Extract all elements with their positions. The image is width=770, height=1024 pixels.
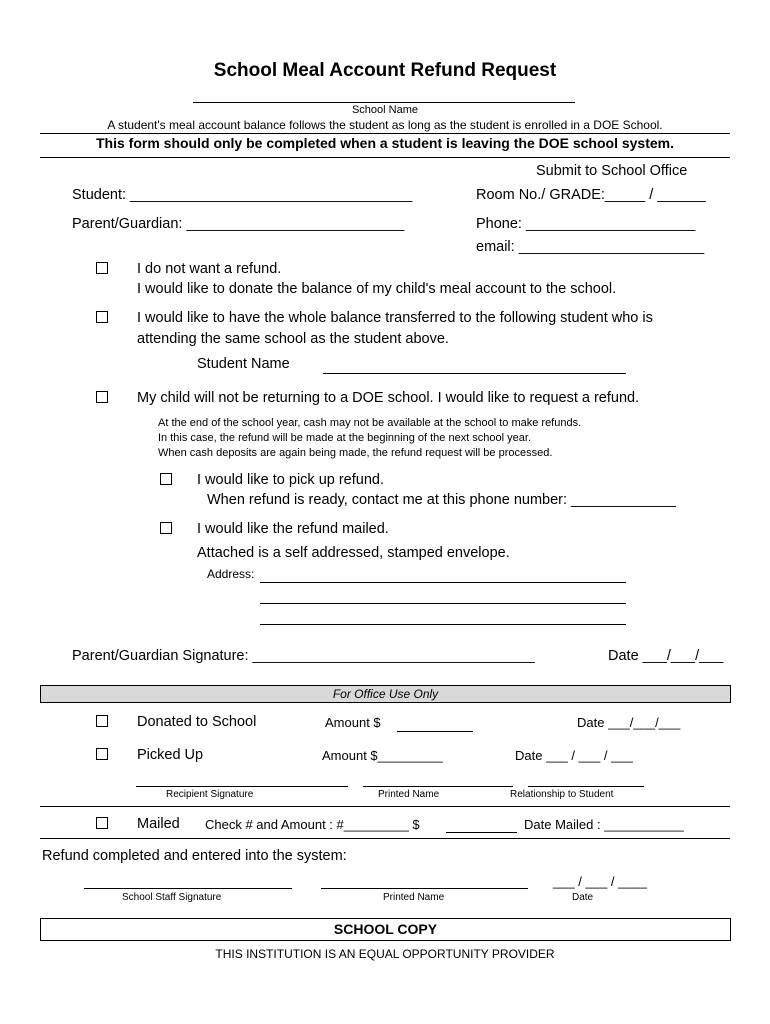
- staff-signature-label: School Staff Signature: [122, 892, 222, 903]
- recipient-signature-line[interactable]: [136, 786, 348, 787]
- signature-date-field[interactable]: Date ___/___/___: [608, 648, 724, 664]
- staff-printed-name-line[interactable]: [321, 888, 528, 889]
- picked-date-field[interactable]: Date ___ / ___ / ___: [515, 748, 633, 763]
- refund-note-line3: When cash deposits are again being made, the refund request will be processed.: [158, 447, 553, 459]
- staff-date-label: Date: [572, 892, 594, 903]
- mail-line2: Attached is a self addressed, stamped envelope.: [197, 545, 510, 561]
- printed-name-label: Printed Name: [378, 789, 440, 800]
- staff-printed-name-label: Printed Name: [383, 892, 445, 903]
- donated-amount-label: Amount $: [325, 715, 381, 730]
- refund-note-line2: In this case, the refund will be made at the beginning of the next school year.: [158, 432, 532, 444]
- refund-checkbox[interactable]: [96, 391, 108, 403]
- mail-checkbox[interactable]: [160, 522, 172, 534]
- room-grade-field[interactable]: Room No./ GRADE:_____ / ______: [476, 187, 706, 203]
- donated-label: Donated to School: [137, 714, 257, 730]
- office-use-header: [40, 685, 731, 703]
- equal-opportunity-text: THIS INSTITUTION IS AN EQUAL OPPORTUNITY PROVIDER: [215, 947, 555, 961]
- address-line-2[interactable]: [260, 603, 626, 604]
- school-copy-box: [40, 918, 731, 941]
- pickup-line2[interactable]: When refund is ready, contact me at this phone number: _____________: [207, 492, 676, 508]
- mailed-label: Mailed: [137, 816, 180, 832]
- school-copy-label: SCHOOL COPY: [333, 921, 438, 937]
- donate-checkbox[interactable]: [96, 262, 108, 274]
- option-donate-line1: I do not want a refund.: [137, 261, 282, 277]
- check-amount-label: Check # and Amount : #_________ $: [205, 817, 420, 832]
- recipient-signature-label: Recipient Signature: [166, 789, 254, 800]
- warning-text: This form should only be completed when a student is leaving the DOE school system.: [96, 135, 674, 151]
- parent-field[interactable]: Parent/Guardian: ___________________________: [72, 216, 405, 232]
- divider: [40, 133, 730, 134]
- parent-signature-field[interactable]: Parent/Guardian Signature: ___________________________________: [72, 648, 535, 664]
- relationship-line[interactable]: [528, 786, 644, 787]
- refund-completed-label: Refund completed and entered into the system:: [42, 848, 347, 864]
- email-field[interactable]: email: _______________________: [476, 239, 705, 255]
- staff-signature-line[interactable]: [84, 888, 292, 889]
- picked-up-label: Picked Up: [137, 747, 204, 763]
- address-line-1[interactable]: [260, 582, 626, 583]
- address-line-3[interactable]: [260, 624, 626, 625]
- phone-field[interactable]: Phone: _____________________: [476, 216, 696, 232]
- submit-label: Submit to School Office: [536, 163, 688, 179]
- mail-line1: I would like the refund mailed.: [197, 521, 389, 537]
- pickup-line1: I would like to pick up refund.: [197, 472, 384, 488]
- option-transfer-line2: attending the same school as the student above.: [137, 331, 449, 347]
- address-label: Address:: [207, 567, 255, 581]
- student-name-label: Student Name: [197, 356, 290, 372]
- picked-amount-field[interactable]: Amount $_________: [322, 748, 443, 763]
- picked-up-checkbox[interactable]: [96, 748, 108, 760]
- school-name-line[interactable]: [193, 102, 575, 103]
- donated-amount-line[interactable]: [397, 731, 473, 732]
- relationship-label: Relationship to Student: [510, 789, 614, 800]
- option-transfer-line1: I would like to have the whole balance transferred to the following student who is: [137, 310, 653, 326]
- donated-date-field[interactable]: Date ___/___/___: [577, 715, 681, 730]
- mailed-checkbox[interactable]: [96, 817, 108, 829]
- printed-name-line[interactable]: [363, 786, 513, 787]
- divider: [40, 838, 730, 839]
- date-mailed-field[interactable]: Date Mailed : ___________: [524, 817, 684, 832]
- staff-date-field[interactable]: ___ / ___ / ____: [553, 874, 647, 889]
- refund-note-line1: At the end of the school year, cash may not be available at the school to make refunds.: [158, 417, 582, 429]
- divider: [40, 157, 730, 158]
- student-name-line[interactable]: [323, 373, 626, 374]
- divider: [40, 806, 730, 807]
- option-refund-text: My child will not be returning to a DOE school. I would like to request a refund.: [137, 390, 640, 406]
- pickup-checkbox[interactable]: [160, 473, 172, 485]
- student-field[interactable]: Student: ___________________________________: [72, 187, 413, 203]
- header-note: A student's meal account balance follows the student as long as the student is enrolled in a DOE School.: [107, 118, 663, 132]
- office-use-label: For Office Use Only: [332, 687, 439, 701]
- option-donate-line2: I would like to donate the balance of my child's meal account to the school.: [137, 281, 617, 297]
- donated-checkbox[interactable]: [96, 715, 108, 727]
- check-amount-line[interactable]: [446, 832, 517, 833]
- school-name-label: School Name: [351, 104, 419, 116]
- transfer-checkbox[interactable]: [96, 311, 108, 323]
- form-title: School Meal Account Refund Request: [213, 60, 557, 81]
